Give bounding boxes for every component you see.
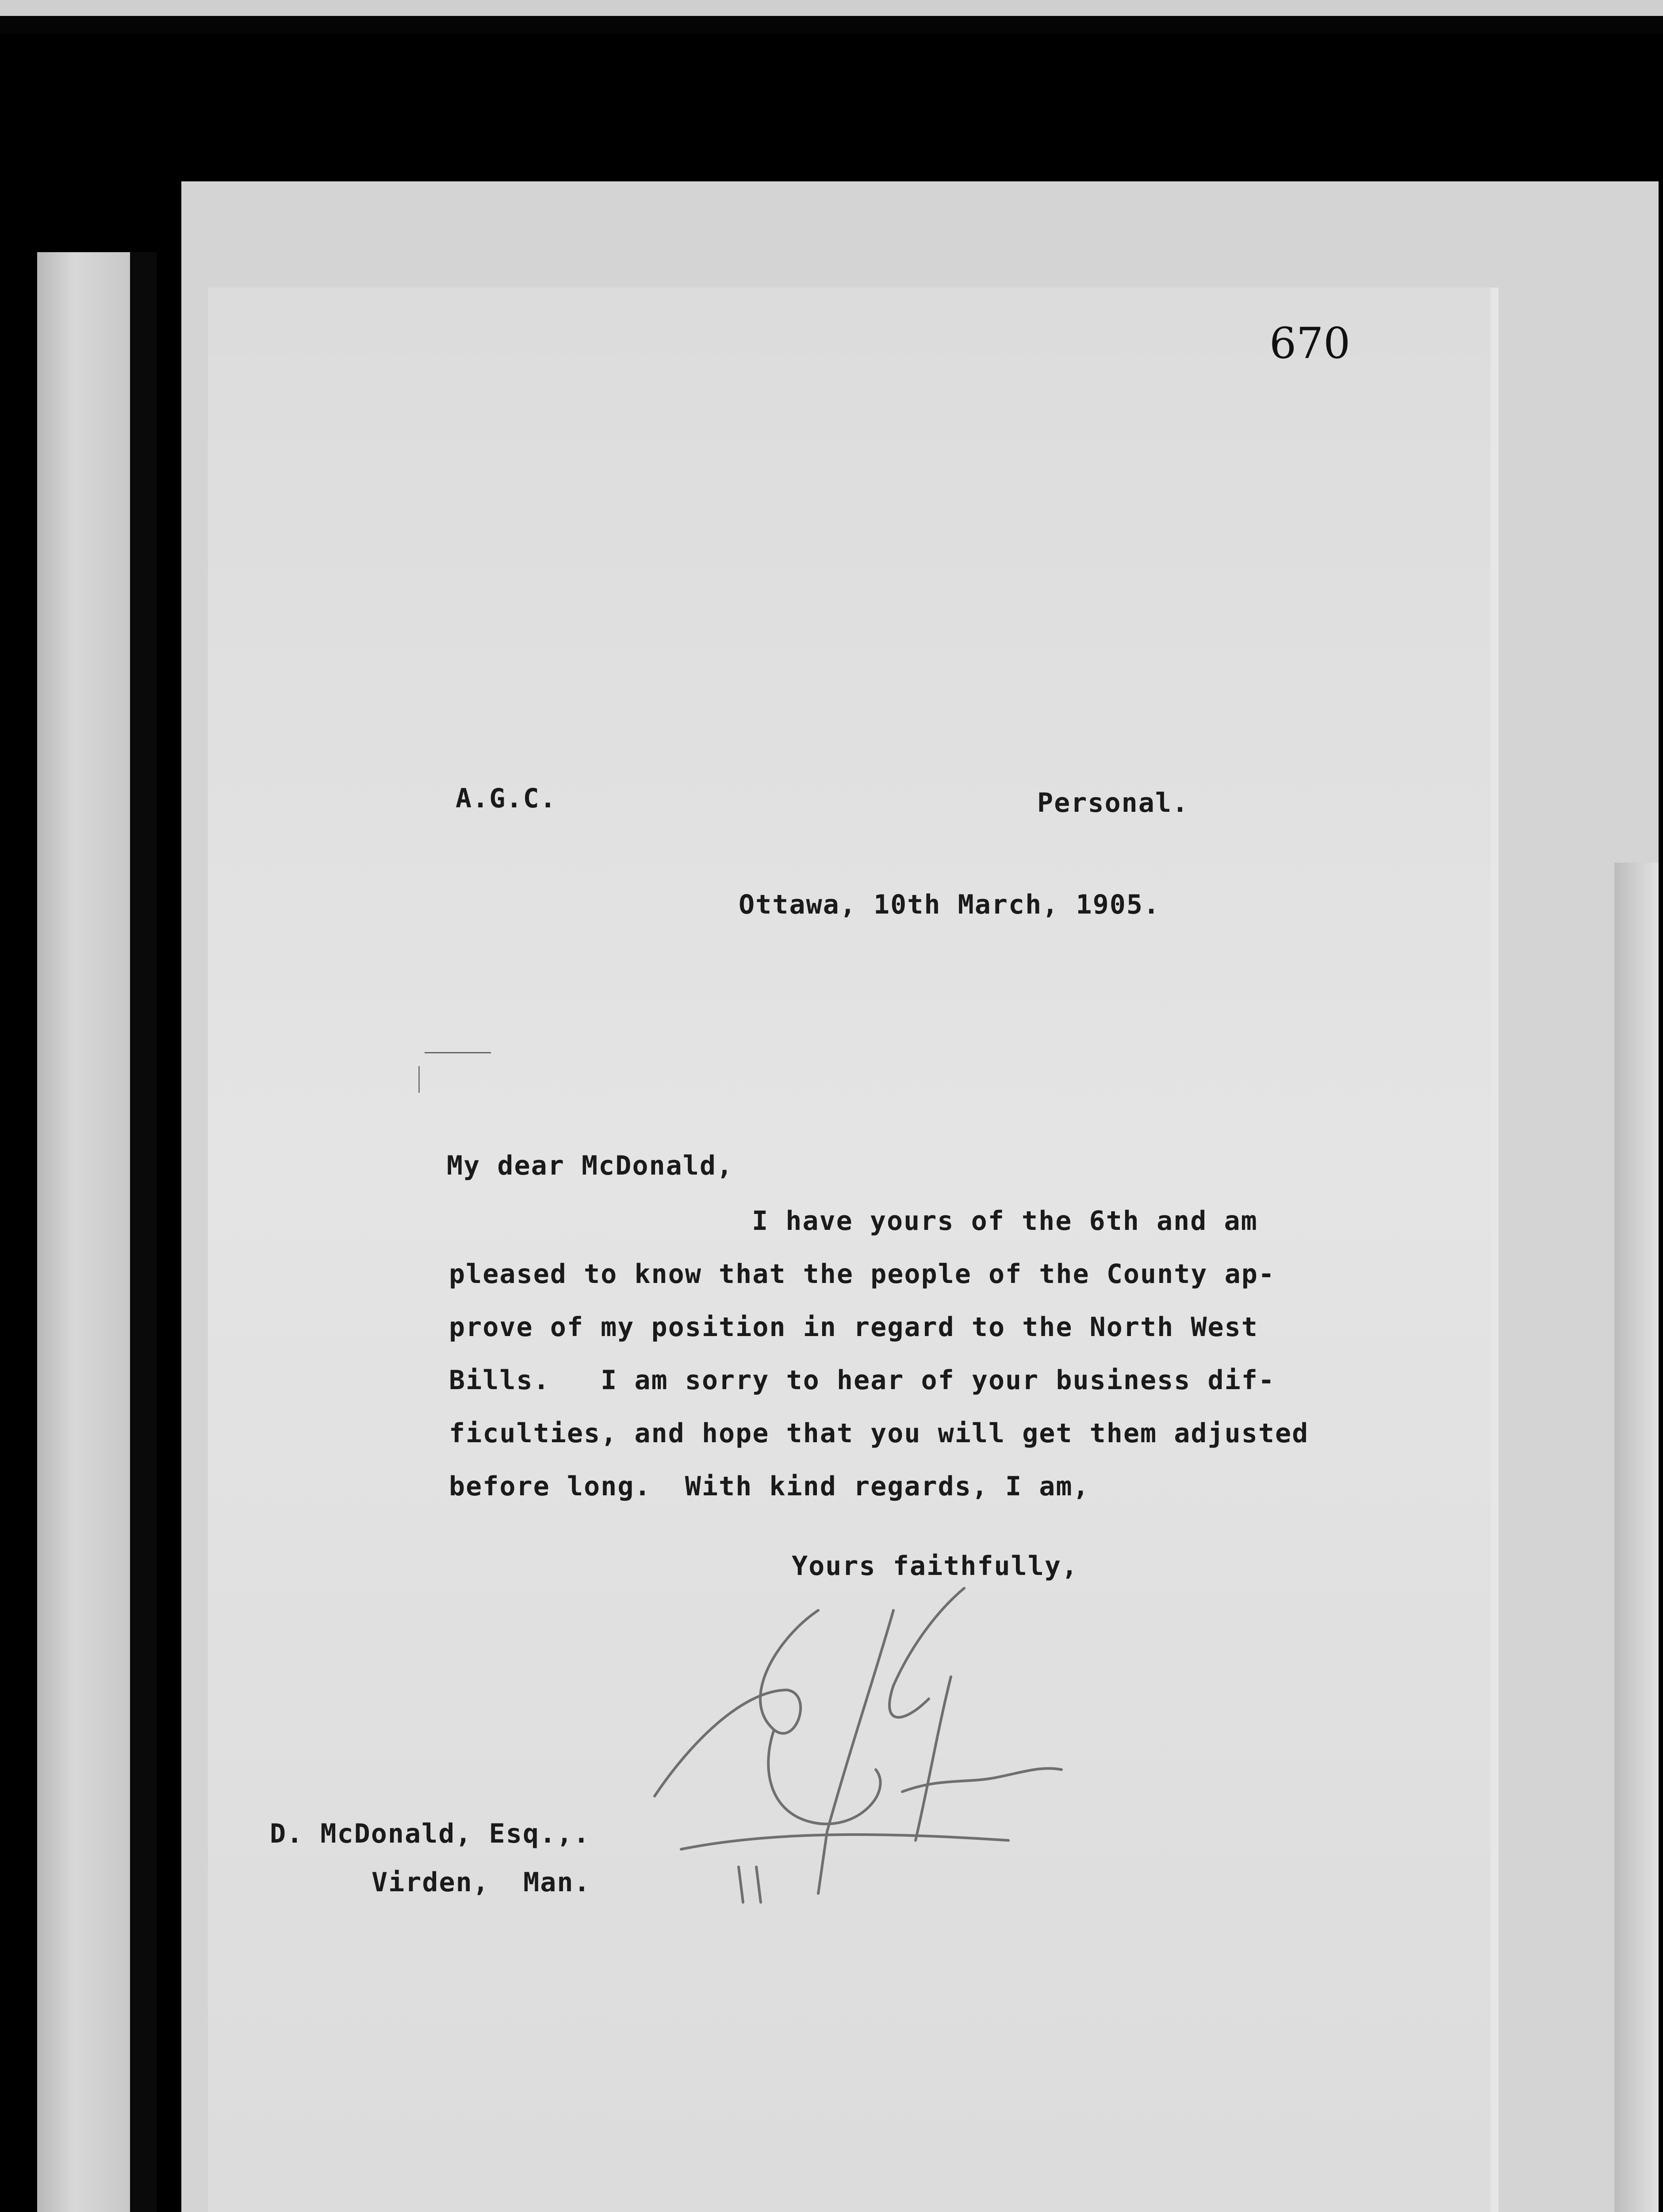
margin-tick	[418, 1066, 424, 1093]
recipient-place: Virden, Man.	[372, 1867, 591, 1898]
recipient-name: D. McDonald, Esq.,.	[270, 1818, 590, 1849]
body-line: ficulties, and hope that you will get them adjusted	[449, 1418, 1309, 1449]
date-line: Ottawa, 10th March, 1905.	[739, 889, 1161, 920]
salutation: My dear McDonald,	[447, 1150, 734, 1181]
page-number: 670	[1269, 319, 1351, 368]
personal-marking: Personal.	[1037, 787, 1189, 818]
body-line: before long. With kind regards, I am,	[449, 1471, 1090, 1502]
body-line: Bills. I am sorry to hear of your business dif-	[449, 1365, 1276, 1396]
body-line: prove of my position in regard to the North West	[449, 1312, 1258, 1343]
film-border	[0, 16, 1663, 34]
signature	[628, 1584, 1159, 1920]
letter-page	[208, 288, 1491, 2212]
body-line: I have yours of the 6th and am	[752, 1206, 1258, 1237]
closing: Yours faithfully,	[792, 1551, 1079, 1582]
margin-rule	[425, 1052, 491, 1053]
adjacent-page-edge	[37, 252, 130, 2212]
backing-sheet-edge	[1614, 863, 1659, 2212]
reference-initials: A.G.C.	[456, 783, 557, 814]
page-gap-shadow	[130, 252, 157, 2212]
film-edge	[0, 0, 1663, 16]
body-line: pleased to know that the people of the County ap-	[449, 1259, 1276, 1290]
